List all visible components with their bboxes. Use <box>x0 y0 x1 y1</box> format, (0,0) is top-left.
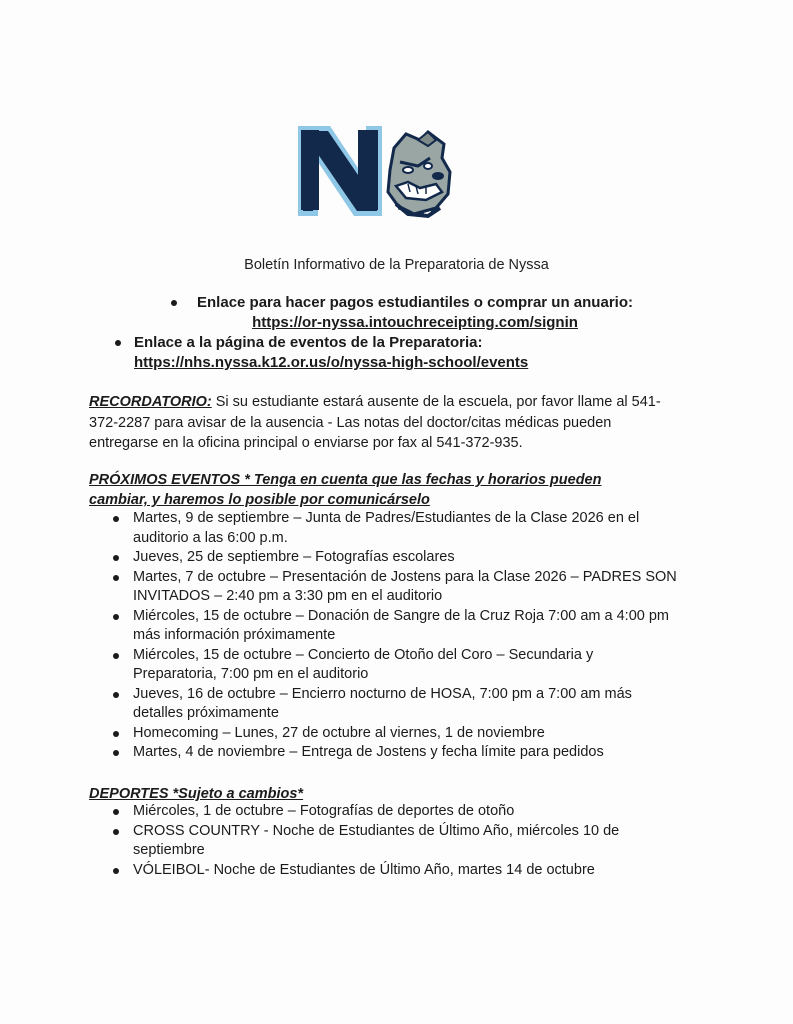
events-link-item <box>134 333 654 373</box>
event-text: Martes, 7 de octubre – Presentación de Jostens para la Clase 2026 – PADRES SON INVITADOS – 2:40 pm a 3:30 pm en el auditorio <box>133 568 677 604</box>
reminder-paragraph <box>89 392 669 454</box>
list-item <box>110 548 680 568</box>
sports-list <box>110 802 680 880</box>
bullet-icon <box>171 300 177 306</box>
event-text: Martes, 4 de noviembre – Entrega de Jostens y fecha límite para pedidos <box>133 744 604 760</box>
bullet-icon <box>113 653 119 659</box>
event-text: Miércoles, 15 de octubre – Concierto de Otoño del Coro – Secundaria y Preparatoria, 7:00 pm en el auditorio <box>133 646 594 682</box>
list-item <box>110 743 680 763</box>
list-item <box>110 509 680 548</box>
sport-text: CROSS COUNTRY - Noche de Estudiantes de Último Año, miércoles 10 de septiembre <box>133 822 620 858</box>
bullet-icon <box>113 692 119 698</box>
list-item <box>110 861 680 881</box>
bullet-icon <box>115 340 121 346</box>
bullet-icon <box>113 829 119 835</box>
payments-link[interactable]: https://or-nyssa.intouchreceipting.com/signin <box>252 314 578 331</box>
reminder-heading: RECORDATORIO: <box>89 394 212 410</box>
bullet-icon <box>113 516 119 522</box>
payments-link-label: Enlace para hacer pagos estudiantiles o comprar un anuario: <box>197 294 633 311</box>
event-text: Homecoming – Lunes, 27 de octubre al viernes, 1 de noviembre <box>133 724 545 741</box>
list-item <box>110 822 680 861</box>
payments-link-item <box>185 293 645 333</box>
newsletter-title: Boletín Informativo de la Preparatoria de Nyssa <box>244 257 549 273</box>
list-item <box>110 607 680 646</box>
event-text: Miércoles, 15 de octubre – Donación de Sangre de la Cruz Roja 7:00 am a 4:00 pm más información próximamente <box>133 607 670 643</box>
bullet-icon <box>113 614 119 620</box>
bullet-icon <box>113 750 119 756</box>
bullet-icon <box>113 555 119 561</box>
events-link-label: Enlace a la página de eventos de la Preparatoria: <box>134 334 483 351</box>
sport-text: Miércoles, 1 de octubre – Fotografías de deportes de otoño <box>133 803 515 819</box>
events-link[interactable]: https://nhs.nyssa.k12.or.us/o/nyssa-high-school/events <box>134 354 529 371</box>
list-item <box>110 802 680 822</box>
sports-heading: DEPORTES *Sujeto a cambios* <box>89 786 304 802</box>
list-item <box>110 685 680 724</box>
reminder-text: Si su estudiante estará ausente de la escuela, por favor llame al 541-372-2287 para avisar de la ausencia - Las notas del doctor/citas médicas pueden entregarse en la oficina principal o enviarse por fax al 541-372-935. <box>89 394 661 451</box>
list-item <box>110 724 680 744</box>
event-text: Martes, 9 de septiembre – Junta de Padres/Estudiantes de la Clase 2026 en el auditorio a las 6:00 p.m. <box>133 510 640 546</box>
events-heading: PRÓXIMOS EVENTOS * Tenga en cuenta que las fechas y horarios pueden cambiar, y haremos lo posible por comunicárselo <box>89 472 602 508</box>
bullet-icon <box>113 575 119 581</box>
bullet-icon <box>113 809 119 815</box>
list-item <box>110 568 680 607</box>
bullet-icon <box>113 731 119 737</box>
list-item <box>110 646 680 685</box>
events-list <box>110 509 680 763</box>
event-text: Jueves, 25 de septiembre – Fotografías escolares <box>133 549 455 565</box>
nyssa-bulldog-logo <box>296 122 456 220</box>
sport-text: VÓLEIBOL- Noche de Estudiantes de Último Año, martes 14 de octubre <box>133 861 595 878</box>
event-text: Jueves, 16 de octubre – Encierro nocturno de HOSA, 7:00 pm a 7:00 am más detalles próximamente <box>133 685 632 721</box>
bullet-icon <box>113 868 119 874</box>
